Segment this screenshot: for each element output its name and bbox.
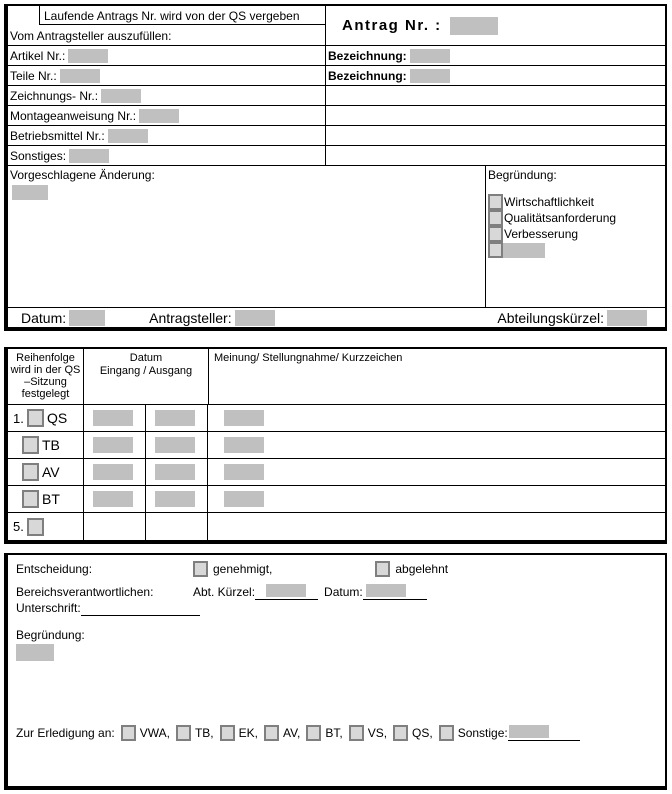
request-header-left [8, 6, 326, 45]
field-row-montage [8, 106, 665, 126]
checkbox-ek[interactable] [220, 725, 235, 741]
reason-other-value[interactable] [503, 243, 545, 258]
bezeichnung-value-1[interactable] [410, 49, 450, 63]
row-number: 5. [13, 519, 24, 534]
dispatch-label: Zur Erledigung an: [16, 726, 115, 740]
reason-option-label: Qualitätsanforderung [504, 211, 617, 225]
decision-section [4, 553, 667, 790]
dispatch-option-label: EK, [238, 726, 258, 740]
applicant-fill-note: Vom Antragsteller auszufüllen: [10, 29, 172, 43]
bt-opinion-value[interactable] [224, 491, 264, 507]
request-header [8, 6, 665, 46]
proposed-change-cell [8, 166, 485, 307]
field-row-betriebsmittel [8, 126, 665, 146]
bezeichnung-label-2: Bezeichnung: [328, 68, 407, 83]
tb-opinion-value[interactable] [224, 437, 264, 453]
antrag-nr-cell [326, 6, 665, 45]
decision-reason-value-row [16, 644, 657, 661]
checkbox-row5[interactable] [27, 518, 44, 536]
checkbox-wirtschaftlichkeit[interactable] [488, 194, 503, 210]
request-section [4, 4, 667, 331]
reason-label: Begründung: [488, 168, 557, 182]
dept-code-line[interactable] [255, 584, 318, 600]
row-label: QS [47, 410, 68, 426]
inout-header: Eingang / Ausgang [99, 365, 193, 377]
proposed-change-value[interactable] [12, 185, 48, 200]
dispatch-option-label: VS, [367, 726, 388, 740]
sonstiges-value[interactable] [69, 149, 109, 163]
qs-ausgang-value[interactable] [155, 410, 195, 426]
av-eingang-value[interactable] [93, 464, 133, 480]
decision-reason-label: Begründung: [16, 628, 85, 642]
decision-reason-value[interactable] [16, 644, 54, 661]
dispatch-option-label: TB, [194, 726, 214, 740]
checkbox-tb[interactable] [22, 436, 39, 454]
responsible-label: Bereichsverantwortlichen: [16, 585, 154, 599]
artikel-nr-label: Artikel Nr.: [10, 48, 66, 63]
dispatch-row [16, 725, 657, 741]
department-code-value[interactable] [607, 310, 647, 326]
dispatch-option-label: AV, [282, 726, 301, 740]
opinion-header: Meinung/ Stellungnahme/ Kurzzeichen [214, 352, 403, 364]
signature-line[interactable] [81, 600, 200, 616]
sonstige-value[interactable] [509, 725, 549, 738]
dept-code-label: Abt. Kürzel: [193, 585, 256, 599]
change-reason-row [8, 166, 665, 308]
field-row-zeichnung [8, 86, 665, 106]
field-row-artikel [8, 46, 665, 66]
teile-nr-value[interactable] [60, 69, 100, 83]
bezeichnung-label-1: Bezeichnung: [328, 48, 407, 63]
av-ausgang-value[interactable] [155, 464, 195, 480]
row-label: AV [42, 464, 60, 480]
teile-nr-label: Teile Nr.: [10, 68, 57, 83]
review-table-header [8, 349, 665, 405]
montageanweisung-nr-value[interactable] [139, 109, 179, 123]
approved-label: genehmigt, [213, 562, 273, 576]
review-row-5 [8, 513, 665, 540]
review-row-qs [8, 405, 665, 432]
checkbox-qs[interactable] [27, 409, 44, 427]
proposed-change-label: Vorgeschlagene Änderung: [10, 168, 155, 182]
decision-row [16, 561, 657, 577]
request-footer-row [8, 308, 665, 327]
betriebsmittel-nr-value[interactable] [108, 129, 148, 143]
row-label: BT [42, 491, 60, 507]
department-code-label: Abteilungskürzel: [497, 309, 604, 326]
row-number: 1. [13, 410, 24, 426]
review-row-bt [8, 486, 665, 513]
signature-label: Unterschrift: [16, 601, 81, 615]
responsible-row [16, 584, 657, 600]
requester-value[interactable] [235, 310, 275, 326]
checkbox-genehmigt[interactable] [193, 561, 208, 577]
field-row-sonstiges [8, 146, 665, 166]
decision-reason-label-row [16, 628, 657, 642]
montageanweisung-nr-label: Montageanweisung Nr.: [10, 108, 137, 123]
checkbox-sonstige[interactable] [439, 725, 454, 741]
date-label: Datum: [21, 309, 67, 326]
checkbox-vs[interactable] [349, 725, 364, 741]
checkbox-dispatch-qs[interactable] [393, 725, 408, 741]
reason-option-label: Verbesserung [504, 227, 579, 241]
signature-row [16, 600, 657, 616]
bt-ausgang-value[interactable] [155, 491, 195, 507]
rejected-label: abgelehnt [395, 562, 449, 576]
zeichnungs-nr-label: Zeichnungs- Nr.: [10, 88, 99, 103]
tb-eingang-value[interactable] [93, 437, 133, 453]
checkbox-dispatch-av[interactable] [264, 725, 279, 741]
checkbox-av[interactable] [22, 463, 39, 481]
requester-label: Antragsteller: [149, 309, 232, 326]
bezeichnung-value-2[interactable] [410, 69, 450, 83]
artikel-nr-value[interactable] [68, 49, 108, 63]
field-row-teile [8, 66, 665, 86]
checkbox-verbesserung[interactable] [488, 226, 503, 242]
checkbox-bt[interactable] [22, 490, 39, 508]
reason-checkbox-list [488, 194, 665, 258]
betriebsmittel-nr-label: Betriebsmittel Nr.: [10, 128, 105, 143]
dispatch-option-label: BT, [325, 726, 343, 740]
qs-eingang-value[interactable] [93, 410, 133, 426]
sonstiges-label: Sonstiges: [10, 148, 67, 163]
reason-option-label: Wirtschaftlichkeit [504, 195, 595, 209]
decision-date-line[interactable] [363, 584, 427, 600]
dispatch-option-label: Sonstige: [457, 726, 508, 740]
av-opinion-value[interactable] [224, 464, 264, 480]
dept-code-value[interactable] [266, 584, 306, 597]
order-note: Reihenfolge wird in der QS –Sitzung festgelegt [8, 349, 84, 404]
review-table-section [4, 347, 667, 544]
dispatch-option-label: QS, [412, 726, 433, 740]
running-number-note: Laufende Antrags Nr. wird von der QS vergeben [39, 6, 325, 25]
antrag-nr-label: Antrag Nr. : [342, 17, 442, 34]
row-label: TB [42, 437, 60, 453]
reason-cell [485, 166, 665, 307]
qs-opinion-value[interactable] [224, 410, 264, 426]
dispatch-option-label: VWA, [139, 726, 170, 740]
zeichnungs-nr-value[interactable] [101, 89, 141, 103]
checkbox-vwa[interactable] [121, 725, 136, 741]
date-inout-header [84, 349, 209, 404]
checkbox-qualitaetsanforderung[interactable] [488, 210, 503, 226]
checkbox-reason-other[interactable] [488, 242, 503, 258]
antrag-nr-value[interactable] [450, 17, 498, 35]
bt-eingang-value[interactable] [93, 491, 133, 507]
date-header: Datum [129, 352, 163, 364]
decision-date-value[interactable] [366, 584, 406, 597]
sonstige-line[interactable] [508, 725, 580, 741]
review-row-av [8, 459, 665, 486]
checkbox-abgelehnt[interactable] [375, 561, 390, 577]
checkbox-dispatch-bt[interactable] [306, 725, 321, 741]
date-value[interactable] [69, 310, 105, 326]
review-row-tb [8, 432, 665, 459]
tb-ausgang-value[interactable] [155, 437, 195, 453]
decision-label: Entscheidung: [16, 562, 93, 576]
checkbox-dispatch-tb[interactable] [176, 725, 191, 741]
decision-date-label: Datum: [324, 585, 363, 599]
